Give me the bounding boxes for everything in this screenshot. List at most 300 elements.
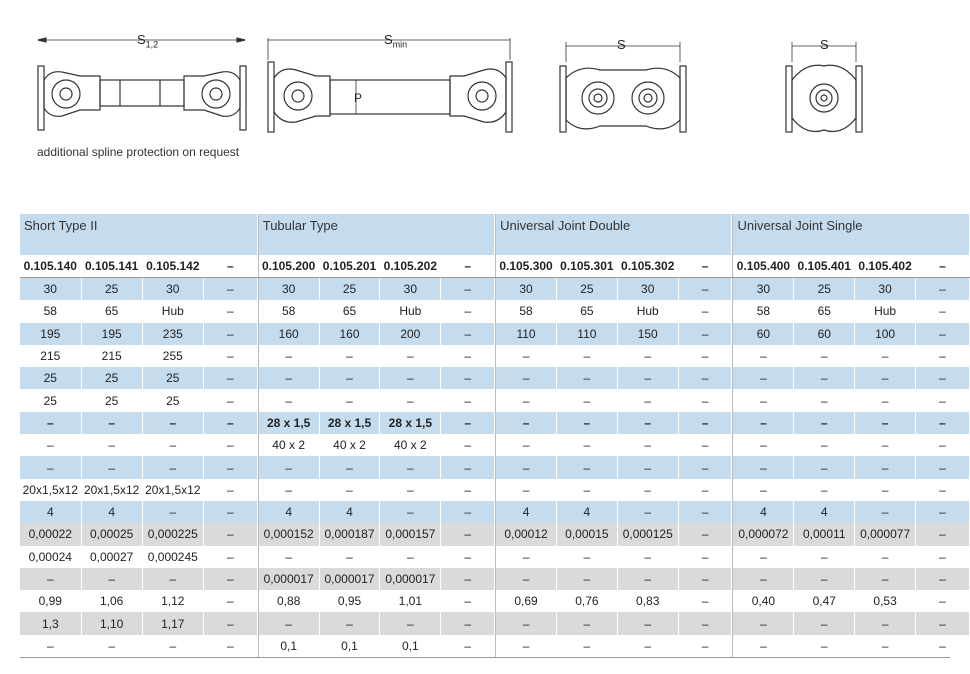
table-cell: 60 xyxy=(733,323,794,345)
table-cell: – xyxy=(319,612,380,634)
table-cell: 1,06 xyxy=(81,590,142,612)
table-cell: 0,88 xyxy=(258,590,319,612)
table-cell: 1,12 xyxy=(142,590,203,612)
table-cell: – xyxy=(916,523,970,545)
table-cell: – xyxy=(733,612,794,634)
table-cell: 20x1,5x12 xyxy=(20,479,81,501)
table-cell: – xyxy=(617,479,678,501)
table-cell: 58 xyxy=(258,300,319,322)
table-cell: 25 xyxy=(20,367,81,389)
table-cell: – xyxy=(496,345,557,367)
article-code: 0.105.400 xyxy=(733,255,794,278)
table-cell: – xyxy=(441,546,495,568)
table-cell: 25 xyxy=(556,278,617,301)
table-cell: 25 xyxy=(81,278,142,301)
table-cell: 65 xyxy=(794,300,855,322)
table-cell: – xyxy=(556,345,617,367)
table-row xyxy=(20,590,970,612)
table-cell: 40 x 2 xyxy=(319,434,380,456)
table-cell: 65 xyxy=(319,300,380,322)
table-cell: – xyxy=(556,389,617,411)
table-cell: – xyxy=(678,412,732,434)
table-cell: – xyxy=(733,412,794,434)
table-cell: – xyxy=(496,479,557,501)
table-cell: – xyxy=(733,635,794,657)
table-row xyxy=(20,278,970,301)
table-cell: 25 xyxy=(20,389,81,411)
table-cell: – xyxy=(441,479,495,501)
table-cell: 28 x 1,5 xyxy=(258,412,319,434)
table-cell: – xyxy=(496,434,557,456)
table-cell: – xyxy=(441,300,495,322)
table-cell: 4 xyxy=(556,501,617,523)
table-cell: – xyxy=(203,278,257,301)
table-cell: – xyxy=(203,501,257,523)
table-row xyxy=(20,389,970,411)
table-cell: – xyxy=(855,501,916,523)
table-cell: – xyxy=(678,568,732,590)
table-cell: – xyxy=(556,479,617,501)
table-cell: – xyxy=(203,568,257,590)
table-cell: – xyxy=(617,612,678,634)
table-cell: 0,00022 xyxy=(20,523,81,545)
table-cell: – xyxy=(203,323,257,345)
table-cell: – xyxy=(556,456,617,478)
short-type-drawing xyxy=(38,38,246,130)
table-cell: 0,000017 xyxy=(380,568,441,590)
table-cell: 0,000125 xyxy=(617,523,678,545)
table-cell: – xyxy=(733,367,794,389)
table-cell: 1,01 xyxy=(380,590,441,612)
universal-joint-double-drawing xyxy=(560,42,686,132)
table-cell: 0,83 xyxy=(617,590,678,612)
table-cell: – xyxy=(203,345,257,367)
table-row xyxy=(20,345,970,367)
table-cell: 20x1,5x12 xyxy=(142,479,203,501)
table-cell: – xyxy=(916,345,970,367)
table-cell: – xyxy=(441,568,495,590)
table-cell: – xyxy=(678,323,732,345)
table-cell: – xyxy=(380,367,441,389)
table-cell: 30 xyxy=(258,278,319,301)
group-title: Tubular Type xyxy=(258,214,494,255)
group-header-row xyxy=(20,214,970,255)
table-cell: – xyxy=(916,300,970,322)
table-cell: – xyxy=(733,479,794,501)
table-cell: 0,000072 xyxy=(733,523,794,545)
table-cell: – xyxy=(496,546,557,568)
table-cell: 215 xyxy=(81,345,142,367)
table-cell: 40 x 2 xyxy=(258,434,319,456)
table-cell: – xyxy=(496,456,557,478)
table-cell: – xyxy=(380,345,441,367)
table-cell: 0,76 xyxy=(556,590,617,612)
table-cell: – xyxy=(678,479,732,501)
table-cell: – xyxy=(794,546,855,568)
table-cell: – xyxy=(20,635,81,657)
table-cell: – xyxy=(203,635,257,657)
technical-drawings xyxy=(0,0,970,175)
table-cell: – xyxy=(916,412,970,434)
table-cell: 30 xyxy=(380,278,441,301)
table-cell: – xyxy=(203,434,257,456)
table-cell: 25 xyxy=(81,389,142,411)
table-cell: – xyxy=(81,568,142,590)
table-cell: – xyxy=(203,546,257,568)
table-cell: 110 xyxy=(556,323,617,345)
table-cell: – xyxy=(794,568,855,590)
table-cell: – xyxy=(380,612,441,634)
table-cell: – xyxy=(617,389,678,411)
table-cell: – xyxy=(678,345,732,367)
table-cell: – xyxy=(617,546,678,568)
s-double-label: S xyxy=(617,37,626,52)
table-cell: – xyxy=(617,501,678,523)
table-row xyxy=(20,323,970,345)
specification-table xyxy=(20,214,970,657)
table-cell: – xyxy=(617,367,678,389)
table-cell: – xyxy=(678,367,732,389)
table-cell: – xyxy=(142,456,203,478)
table-cell: – xyxy=(319,389,380,411)
table-cell: – xyxy=(794,412,855,434)
table-cell: 0,95 xyxy=(319,590,380,612)
table-cell: – xyxy=(678,523,732,545)
table-cell: – xyxy=(81,434,142,456)
table-cell: – xyxy=(916,278,970,301)
table-cell: 0,000077 xyxy=(855,523,916,545)
table-row xyxy=(20,434,970,456)
table-cell: 65 xyxy=(81,300,142,322)
table-cell: – xyxy=(380,389,441,411)
table-row xyxy=(20,501,970,523)
table-cell: 4 xyxy=(81,501,142,523)
table-cell: – xyxy=(203,367,257,389)
table-cell: 195 xyxy=(81,323,142,345)
table-cell: 25 xyxy=(81,367,142,389)
table-cell: 235 xyxy=(142,323,203,345)
table-cell: 195 xyxy=(20,323,81,345)
table-cell: 0,000225 xyxy=(142,523,203,545)
table-cell: 4 xyxy=(258,501,319,523)
table-cell: – xyxy=(855,412,916,434)
table-cell: – xyxy=(556,612,617,634)
table-cell: 0,000245 xyxy=(142,546,203,568)
table-cell: – xyxy=(916,612,970,634)
table-cell: 4 xyxy=(319,501,380,523)
table-cell: – xyxy=(617,635,678,657)
table-cell: – xyxy=(617,345,678,367)
table-cell: 0,1 xyxy=(258,635,319,657)
table-cell: – xyxy=(81,456,142,478)
table-row xyxy=(20,456,970,478)
table-cell: – xyxy=(380,456,441,478)
table-cell: – xyxy=(556,434,617,456)
table-cell: – xyxy=(142,635,203,657)
article-code-row xyxy=(20,255,970,278)
table-cell: – xyxy=(258,367,319,389)
table-cell: – xyxy=(203,300,257,322)
group-title: Universal Joint Single xyxy=(733,214,970,255)
table-cell: – xyxy=(916,501,970,523)
table-cell: 25 xyxy=(142,367,203,389)
table-cell: – xyxy=(794,456,855,478)
table-cell: – xyxy=(441,612,495,634)
table-cell: – xyxy=(203,456,257,478)
table-cell: – xyxy=(441,345,495,367)
article-code: 0.105.200 xyxy=(258,255,319,278)
table-cell: – xyxy=(142,568,203,590)
table-cell: 160 xyxy=(258,323,319,345)
table-cell: – xyxy=(20,456,81,478)
table-cell: – xyxy=(794,434,855,456)
table-cell: 28 x 1,5 xyxy=(380,412,441,434)
table-cell: Hub xyxy=(617,300,678,322)
table-cell: – xyxy=(916,635,970,657)
table-cell: – xyxy=(916,367,970,389)
table-cell: – xyxy=(496,568,557,590)
table-cell: – xyxy=(556,412,617,434)
table-cell: – xyxy=(617,568,678,590)
article-code: – xyxy=(203,255,257,278)
table-cell: – xyxy=(733,456,794,478)
table-cell: 28 x 1,5 xyxy=(319,412,380,434)
table-cell: 0,00011 xyxy=(794,523,855,545)
table-cell: – xyxy=(258,389,319,411)
table-cell: 100 xyxy=(855,323,916,345)
article-code: 0.105.202 xyxy=(380,255,441,278)
table-cell: 58 xyxy=(733,300,794,322)
table-cell: – xyxy=(203,523,257,545)
table-row xyxy=(20,367,970,389)
table-cell: – xyxy=(258,456,319,478)
table-cell: 30 xyxy=(142,278,203,301)
table-cell: 215 xyxy=(20,345,81,367)
article-code: – xyxy=(441,255,495,278)
table-cell: – xyxy=(258,612,319,634)
table-cell: – xyxy=(916,479,970,501)
table-cell: – xyxy=(916,456,970,478)
table-cell: – xyxy=(855,479,916,501)
table-cell: – xyxy=(441,456,495,478)
table-row xyxy=(20,412,970,434)
table-cell: – xyxy=(916,590,970,612)
table-cell: – xyxy=(617,412,678,434)
table-cell: 0,00015 xyxy=(556,523,617,545)
table-cell: – xyxy=(556,546,617,568)
table-cell: – xyxy=(794,635,855,657)
table-cell: – xyxy=(678,300,732,322)
article-code: 0.105.300 xyxy=(496,255,557,278)
table-cell: – xyxy=(496,367,557,389)
table-cell: – xyxy=(678,456,732,478)
table-row xyxy=(20,546,970,568)
table-cell: – xyxy=(203,479,257,501)
table-cell: – xyxy=(678,546,732,568)
table-cell: – xyxy=(794,612,855,634)
table-cell: 40 x 2 xyxy=(380,434,441,456)
table-cell: – xyxy=(81,635,142,657)
article-code: 0.105.140 xyxy=(20,255,81,278)
universal-joint-single-drawing xyxy=(786,42,862,132)
table-cell: – xyxy=(556,367,617,389)
table-cell: – xyxy=(441,412,495,434)
table-cell: 1,10 xyxy=(81,612,142,634)
table-cell: – xyxy=(855,345,916,367)
table-cell: – xyxy=(496,389,557,411)
table-cell: – xyxy=(733,568,794,590)
table-cell: 25 xyxy=(142,389,203,411)
s-single-label: S xyxy=(820,37,829,52)
table-row xyxy=(20,612,970,634)
table-cell: – xyxy=(20,434,81,456)
table-cell: – xyxy=(855,367,916,389)
table-cell: 1,3 xyxy=(20,612,81,634)
table-cell: – xyxy=(142,434,203,456)
article-code: 0.105.402 xyxy=(855,255,916,278)
table-cell: – xyxy=(496,612,557,634)
table-cell: – xyxy=(496,412,557,434)
table-cell: – xyxy=(916,546,970,568)
table-cell: – xyxy=(916,389,970,411)
table-cell: – xyxy=(142,412,203,434)
table-cell: 0,000157 xyxy=(380,523,441,545)
group-title: Universal Joint Double xyxy=(496,214,732,255)
table-cell: – xyxy=(441,635,495,657)
table-cell: – xyxy=(380,546,441,568)
table-cell: 60 xyxy=(794,323,855,345)
table-cell: Hub xyxy=(380,300,441,322)
table-bottom-rule xyxy=(20,657,950,658)
table-cell: – xyxy=(678,612,732,634)
table-cell: – xyxy=(678,278,732,301)
table-cell: – xyxy=(617,456,678,478)
table-cell: – xyxy=(678,389,732,411)
table-cell: – xyxy=(496,635,557,657)
table-cell: 0,47 xyxy=(794,590,855,612)
table-cell: 30 xyxy=(20,278,81,301)
table-cell: – xyxy=(441,590,495,612)
table-cell: 110 xyxy=(496,323,557,345)
table-cell: – xyxy=(916,434,970,456)
table-cell: – xyxy=(319,367,380,389)
table-cell: – xyxy=(380,479,441,501)
table-cell: 0,000152 xyxy=(258,523,319,545)
table-row xyxy=(20,300,970,322)
table-cell: 0,1 xyxy=(380,635,441,657)
table-cell: 25 xyxy=(794,278,855,301)
table-cell: – xyxy=(855,546,916,568)
table-cell: 1,17 xyxy=(142,612,203,634)
table-cell: 0,1 xyxy=(319,635,380,657)
table-cell: 0,000187 xyxy=(319,523,380,545)
table-cell: 0,69 xyxy=(496,590,557,612)
table-cell: – xyxy=(319,546,380,568)
article-code: 0.105.142 xyxy=(142,255,203,278)
table-cell: – xyxy=(556,635,617,657)
article-code: – xyxy=(916,255,970,278)
table-cell: – xyxy=(20,412,81,434)
table-cell: – xyxy=(441,278,495,301)
table-cell: 4 xyxy=(794,501,855,523)
table-cell: – xyxy=(441,323,495,345)
table-cell: Hub xyxy=(142,300,203,322)
table-cell: 0,000017 xyxy=(319,568,380,590)
table-cell: – xyxy=(142,501,203,523)
table-cell: – xyxy=(733,389,794,411)
group-title: Short Type II xyxy=(20,214,257,255)
smin-label: $S_{min}$ xyxy=(384,32,408,50)
table-cell: – xyxy=(441,367,495,389)
table-cell: – xyxy=(855,389,916,411)
table-cell: 255 xyxy=(142,345,203,367)
table-cell: – xyxy=(203,590,257,612)
table-cell: 4 xyxy=(733,501,794,523)
table-cell: 150 xyxy=(617,323,678,345)
p-label: P xyxy=(354,91,363,105)
table-row xyxy=(20,635,970,657)
article-code: 0.105.401 xyxy=(794,255,855,278)
table-cell: 0,00024 xyxy=(20,546,81,568)
article-code: 0.105.201 xyxy=(319,255,380,278)
table-cell: – xyxy=(617,434,678,456)
table-cell: – xyxy=(258,546,319,568)
table-cell: – xyxy=(916,568,970,590)
spline-protection-caption: additional spline protection on request xyxy=(37,145,240,159)
table-row xyxy=(20,523,970,545)
table-cell: 30 xyxy=(496,278,557,301)
table-cell: Hub xyxy=(855,300,916,322)
table-cell: 0,00025 xyxy=(81,523,142,545)
table-cell: – xyxy=(678,501,732,523)
table-cell: 4 xyxy=(20,501,81,523)
table-cell: 58 xyxy=(20,300,81,322)
table-cell: – xyxy=(441,523,495,545)
table-cell: – xyxy=(319,479,380,501)
table-cell: 65 xyxy=(556,300,617,322)
table-cell: 30 xyxy=(733,278,794,301)
table-cell: 25 xyxy=(319,278,380,301)
table-cell: – xyxy=(556,568,617,590)
table-cell: – xyxy=(794,345,855,367)
tubular-type-drawing xyxy=(268,38,512,132)
table-cell: – xyxy=(441,501,495,523)
table-cell: – xyxy=(203,612,257,634)
table-cell: 0,53 xyxy=(855,590,916,612)
table-cell: – xyxy=(319,345,380,367)
table-cell: 30 xyxy=(617,278,678,301)
table-cell: – xyxy=(916,323,970,345)
table-cell: – xyxy=(678,635,732,657)
table-cell: – xyxy=(794,389,855,411)
table-cell: 20x1,5x12 xyxy=(81,479,142,501)
table-cell: – xyxy=(319,456,380,478)
s12-label: $S_{1,2}$ xyxy=(137,32,159,50)
table-cell: – xyxy=(441,434,495,456)
table-cell: – xyxy=(733,345,794,367)
table-cell: – xyxy=(733,434,794,456)
table-cell: – xyxy=(855,568,916,590)
article-code: 0.105.301 xyxy=(556,255,617,278)
table-cell: 58 xyxy=(496,300,557,322)
table-cell: – xyxy=(203,412,257,434)
table-cell: – xyxy=(20,568,81,590)
table-cell: – xyxy=(855,612,916,634)
table-cell: – xyxy=(855,434,916,456)
table-cell: – xyxy=(258,479,319,501)
table-cell: – xyxy=(678,434,732,456)
table-cell: – xyxy=(258,345,319,367)
